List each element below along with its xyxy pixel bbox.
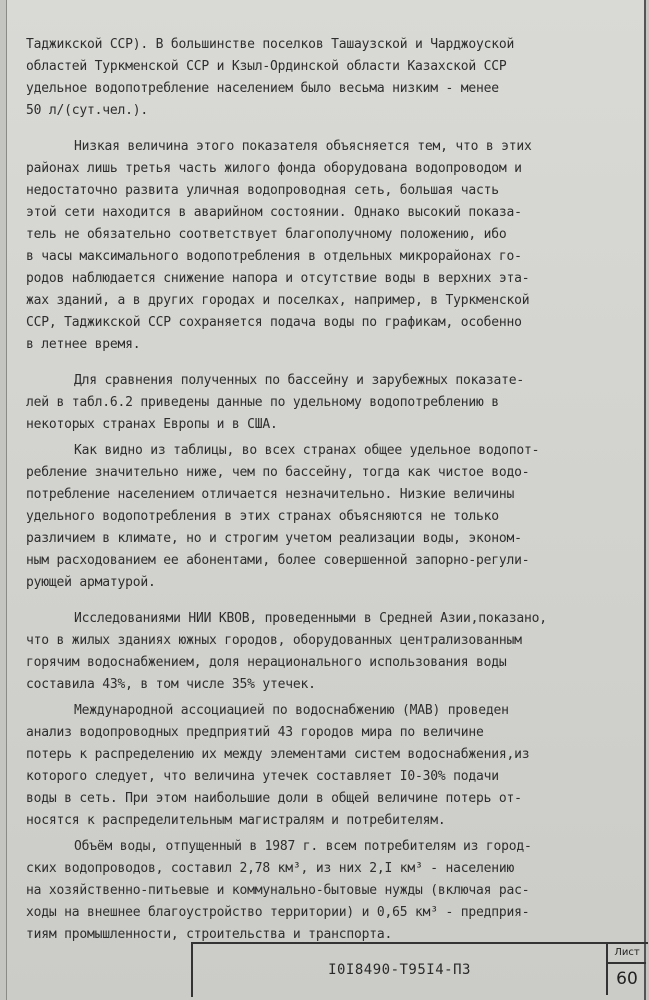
paragraph xyxy=(26,34,626,122)
text-line: которого следует, что величина утечек составляет I0-30% подачи xyxy=(26,769,499,784)
frame-right-border xyxy=(644,0,646,1000)
text-line: что в жилых зданиях южных городов, оборудованных централизованным xyxy=(26,633,522,648)
body-text xyxy=(26,34,626,960)
text-line: тиям промышленности, строительства и транспорта. xyxy=(26,927,393,942)
paragraph xyxy=(26,370,626,436)
sheet-label: Лист xyxy=(608,944,646,964)
document-code: I0I8490-Т95I4-ПЗ xyxy=(328,961,471,978)
paragraph xyxy=(26,440,626,594)
text-line: воды в сеть. При этом наибольшие доли в общей величине потерь от- xyxy=(26,791,522,806)
sheet-number: 60 xyxy=(616,969,638,989)
text-line: лей в табл.6.2 приведены данные по удельному водопотреблению в xyxy=(26,395,499,410)
title-block-stamp xyxy=(191,942,648,997)
text-line: различием в климате, но и строгим учетом реализации воды, эконом- xyxy=(26,531,522,546)
text-line: недостаточно развита уличная водопроводная сеть, большая часть xyxy=(26,183,499,198)
text-line: потерь к распределению их между элементами систем водоснабжения,из xyxy=(26,747,530,762)
frame-left-border xyxy=(6,0,7,1000)
text-line: тель не обязательно соответствует благополучному положению, ибо xyxy=(26,227,507,242)
text-line: Таджикской ССР). В большинстве поселков Ташаузской и Чарджоуской xyxy=(26,37,515,52)
text-line: некоторых странах Европы и в США. xyxy=(26,417,278,432)
paragraph xyxy=(26,136,626,356)
text-line: родов наблюдается снижение напора и отсутствие воды в верхних эта- xyxy=(26,271,530,286)
text-line: областей Туркменской ССР и Кзыл-Ординской области Казахской ССР xyxy=(26,59,507,74)
text-line: ным расходованием ее абонентами, более совершенной запорно-регули- xyxy=(26,553,530,568)
text-line: составила 43%, в том числе 35% утечек. xyxy=(26,677,316,692)
text-line: Исследованиями НИИ КВОВ, проведенными в Средней Азии,показано, xyxy=(74,611,547,626)
text-line: удельное водопотребление населением было весьма низким - менее xyxy=(26,81,499,96)
text-line: носятся к распределительным магистралям и потребителям. xyxy=(26,813,446,828)
paragraph xyxy=(26,700,626,832)
text-line: рующей арматурой. xyxy=(26,575,156,590)
text-line: ских водопроводов, составил 2,78 км³, из них 2,I км³ - населению xyxy=(26,861,515,876)
text-line: ребление значительно ниже, чем по бассейну, тогда как чистое водо- xyxy=(26,465,530,480)
text-line: удельного водопотребления в этих странах объясняются не только xyxy=(26,509,499,524)
text-line: анализ водопроводных предприятий 43 городов мира по величине xyxy=(26,725,484,740)
text-line: этой сети находится в аварийном состоянии. Однако высокий показа- xyxy=(26,205,522,220)
text-line: в летнее время. xyxy=(26,337,141,352)
text-line: ССР, Таджикской ССР сохраняется подача воды по графикам, особенно xyxy=(26,315,522,330)
document-code-cell xyxy=(193,944,608,995)
text-line: горячим водоснабжением, доля нерационального использования воды xyxy=(26,655,507,670)
text-line: Как видно из таблицы, во всех странах общее удельное водопот- xyxy=(74,443,540,458)
text-line: Для сравнения полученных по бассейну и зарубежных показате- xyxy=(74,373,524,388)
text-line: Низкая величина этого показателя объясняется тем, что в этих xyxy=(74,139,532,154)
text-line: на хозяйственно-питьевые и коммунально-бытовые нужды (включая рас- xyxy=(26,883,530,898)
text-line: в часы максимального водопотребления в отдельных микрорайонах го- xyxy=(26,249,522,264)
text-line: Объём воды, отпущенный в 1987 г. всем потребителям из город- xyxy=(74,839,532,854)
text-line: 50 л/(сут.чел.). xyxy=(26,103,149,118)
text-line: Международной ассоциацией по водоснабжению (МАВ) проведен xyxy=(74,703,509,718)
text-line: жах зданий, а в других городах и поселках, например, в Туркменской xyxy=(26,293,530,308)
text-line: потребление населением отличается незначительно. Низкие величины xyxy=(26,487,515,502)
paragraph xyxy=(26,608,626,696)
text-line: районах лишь третья часть жилого фонда оборудована водопроводом и xyxy=(26,161,522,176)
paragraph xyxy=(26,836,626,946)
text-line: ходы на внешнее благоустройство территории) и 0,65 км³ - предприя- xyxy=(26,905,530,920)
sheet-cell xyxy=(608,944,646,995)
